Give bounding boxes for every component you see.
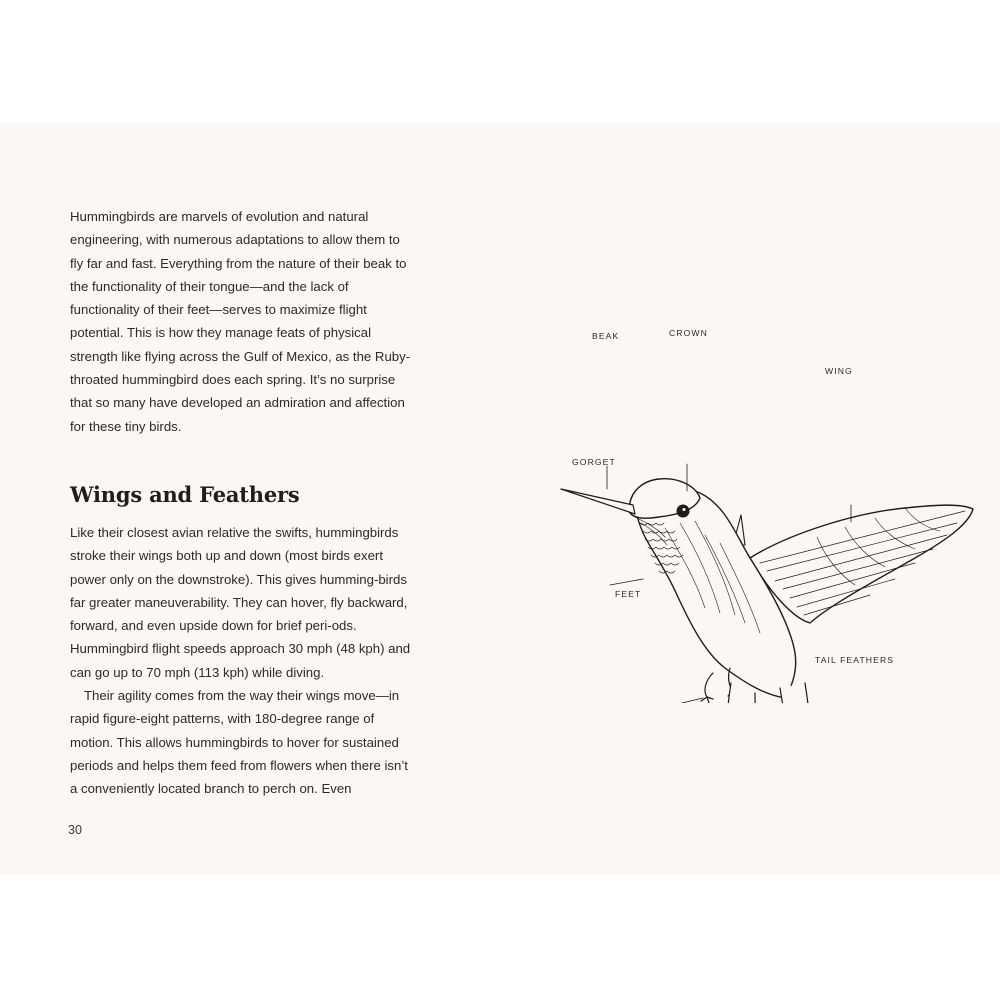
body-drawing bbox=[636, 488, 795, 698]
label-beak: BEAK bbox=[592, 331, 620, 341]
intro-paragraph: Hummingbirds are marvels of evolution and natural engineering, with numerous adaptations to allow them to fly far and fast. Everything from the nature of their beak to the functionality of their tongue—and the lack of functionality of their feet—serves to maximize flight potential. This is how they manage feats of physical strength like flying across the Gulf of Mexico, as the Ruby-throated hummingbird does each spring. It’s no surprise that so many have developed an admiration and affection for these tiny birds. bbox=[70, 209, 411, 434]
label-gorget: GORGET bbox=[572, 457, 616, 467]
label-tail-feathers: TAIL FEATHERS bbox=[815, 655, 895, 665]
label-crown: CROWN bbox=[669, 328, 708, 338]
body-paragraph: Their agility comes from the way their wings move—in rapid figure-eight patterns, with 180-degree range of motion. This allows hummingbirds to hover for sustained periods and helps them feed from flowers when there isn’t a conveniently located branch to perch on. Even bbox=[70, 688, 408, 797]
hummingbird-illustration bbox=[555, 323, 985, 703]
section-heading: Wings and Feathers bbox=[70, 481, 300, 507]
body-paragraph: Like their closest avian relative the swifts, hummingbirds stroke their wings both up and down (most birds exert power only on the downstroke). This gives humming-birds far greater maneuverability. They can hover, fly backward, forward, and even upside down for brief peri-ods. Hummingbird flight speeds approach 30 mph (48 kph) and can go up to 70 mph (113 kph) while diving. bbox=[70, 524, 411, 680]
wing-drawing bbox=[750, 505, 973, 623]
label-wing: WING bbox=[825, 366, 853, 376]
book-spread bbox=[0, 123, 1000, 875]
page-number: 30 bbox=[68, 823, 82, 837]
label-feet: FEET bbox=[615, 589, 642, 599]
beak-drawing bbox=[561, 489, 635, 514]
text-column bbox=[70, 205, 415, 801]
